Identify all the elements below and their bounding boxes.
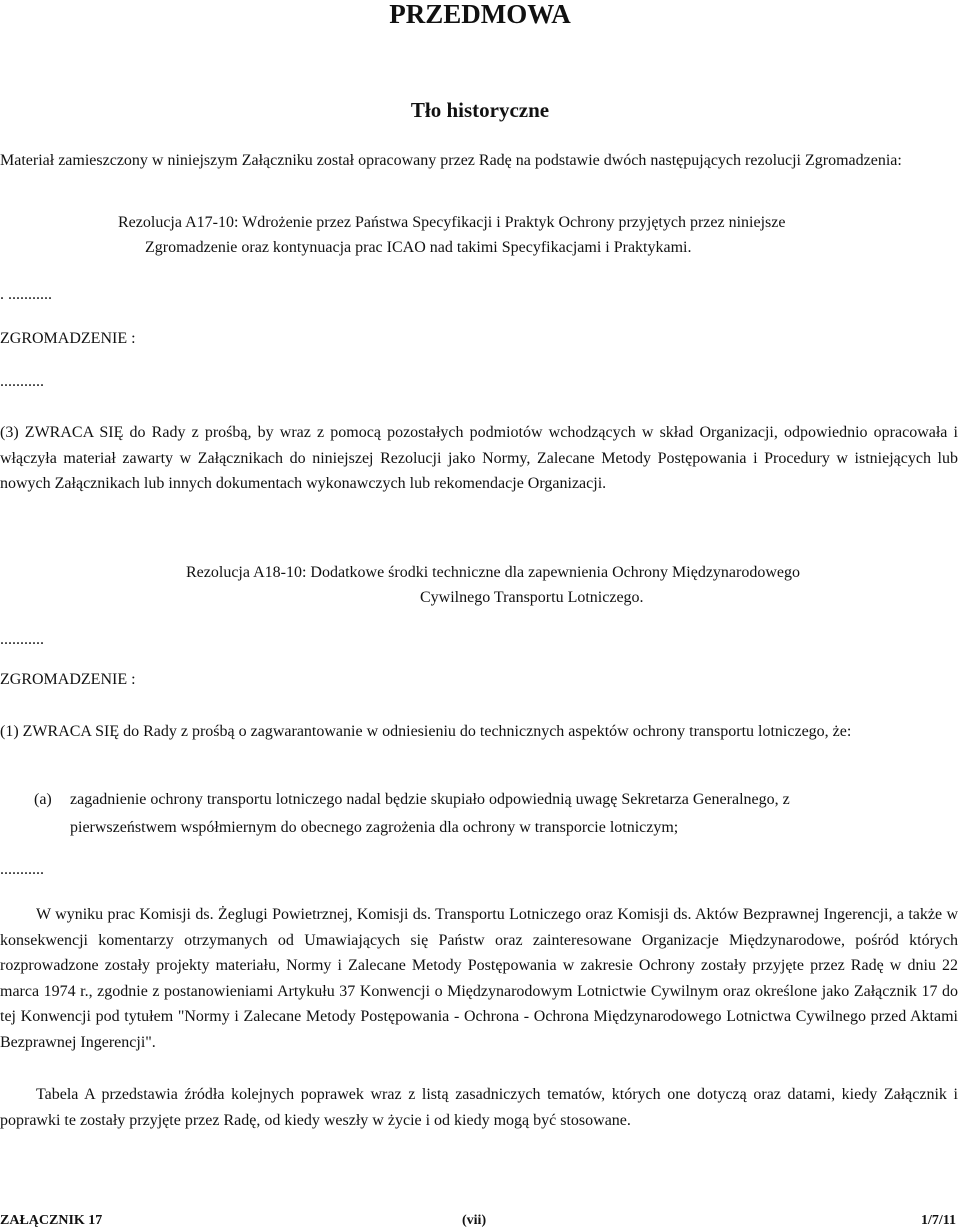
page-title: PRZEDMOWA: [389, 0, 571, 29]
footer-page-number: (vii): [462, 1213, 487, 1228]
item-a-label: (a): [34, 791, 52, 808]
table-a-paragraph: Tabela A przedstawia źródła kolejnych poprawek wraz z listą zasadniczych tematów, których one dotyczą oraz datami, kiedy Załącznik i poprawki te zostały przyjęte przez Radę, od kiedy weszły w życie i od kiedy mogą być stosowane.: [0, 1086, 958, 1129]
footer-date: 1/7/11: [920, 1213, 956, 1228]
history-paragraph: W wyniku prac Komisji ds. Żeglugi Powietrznej, Komisji ds. Transportu Lotniczego oraz Komisji ds. Aktów Bezprawnej Ingerencji, a także w konsekwencji komentarzy otrzymanych od Umawiających się Państw oraz zainteresowane Organizacje Międzynarodowe, pośród których rozprowadzone zostały projekty materiału, Normy i Zalecane Metody Postępowania w zakresie Ochrony zostały przyjęte przez Radę w dniu 22 marca 1974 r., zgodnie z postanowieniami Artykułu 37 Konwencji o Międzynarodowym Lotnictwie Cywilnym oraz określone jako Załącznik 17 do tej Konwencji pod tytułem "Normy i Zalecane Metody Postępowania - Ochrona - Ochrona Międzynarodowego Lotnictwa Cywilnego przed Aktami Bezprawnej Ingerencji".: [0, 906, 958, 1051]
item-a-text-line1: zagadnienie ochrony transportu lotniczego nadal będzie skupiało odpowiednią uwagę Sekretarza Generalnego, z: [70, 791, 790, 808]
resolution-a17-10-clause-3: (3) ZWRACA SIĘ do Rady z prośbą, by wraz z pomocą pozostałych podmiotów wchodzących w skład Organizacji, odpowiednio opracowała i włączyła materiał zawarty w Załącznikach do niniejszej Rezolucji jako Normy, Zalecane Metody Postępowania i Procedury w istniejących lub nowych Załącznikach lub innych dokumentach wykonawczych lub rekomendacje Organizacji.: [0, 424, 958, 492]
footer-annex-label: ZAŁĄCZNIK 17: [0, 1213, 103, 1228]
item-a-text-line2: pierwszeństwem współmiernym do obecnego zagrożenia dla ochrony w transporcie lotniczym;: [70, 819, 679, 836]
resolution-a17-10-title-line2: Zgromadzenie oraz kontynuacja prac ICAO nad takimi Specyfikacjami i Praktykami.: [145, 239, 692, 256]
resolution-a18-10-clause-1: (1) ZWRACA SIĘ do Rady z prośbą o zagwarantowanie w odniesieniu do technicznych aspektów ochrony transportu lotniczego, że:: [0, 723, 852, 740]
omission-marker: ...........: [0, 373, 44, 390]
resolution-a18-10-title-line1: Rezolucja A18-10: Dodatkowe środki techniczne dla zapewnienia Ochrony Międzynarodowego: [186, 564, 801, 581]
omission-marker: ...........: [0, 861, 44, 878]
assembly-label: ZGROMADZENIE :: [0, 330, 136, 347]
omission-marker: ...........: [0, 631, 44, 648]
assembly-label: ZGROMADZENIE :: [0, 671, 136, 688]
intro-paragraph: Materiał zamieszczony w niniejszym Załączniku został opracowany przez Radę na podstawie dwóch następujących rezolucji Zgromadzenia:: [0, 152, 902, 169]
resolution-a18-10-title-line2: Cywilnego Transportu Lotniczego.: [420, 589, 644, 606]
resolution-a17-10-title-line1: Rezolucja A17-10: Wdrożenie przez Państwa Specyfikacji i Praktyk Ochrony przyjętych przez niniejsze: [118, 214, 786, 231]
section-title: Tło historyczne: [410, 98, 550, 122]
omission-marker: . ...........: [0, 286, 52, 303]
